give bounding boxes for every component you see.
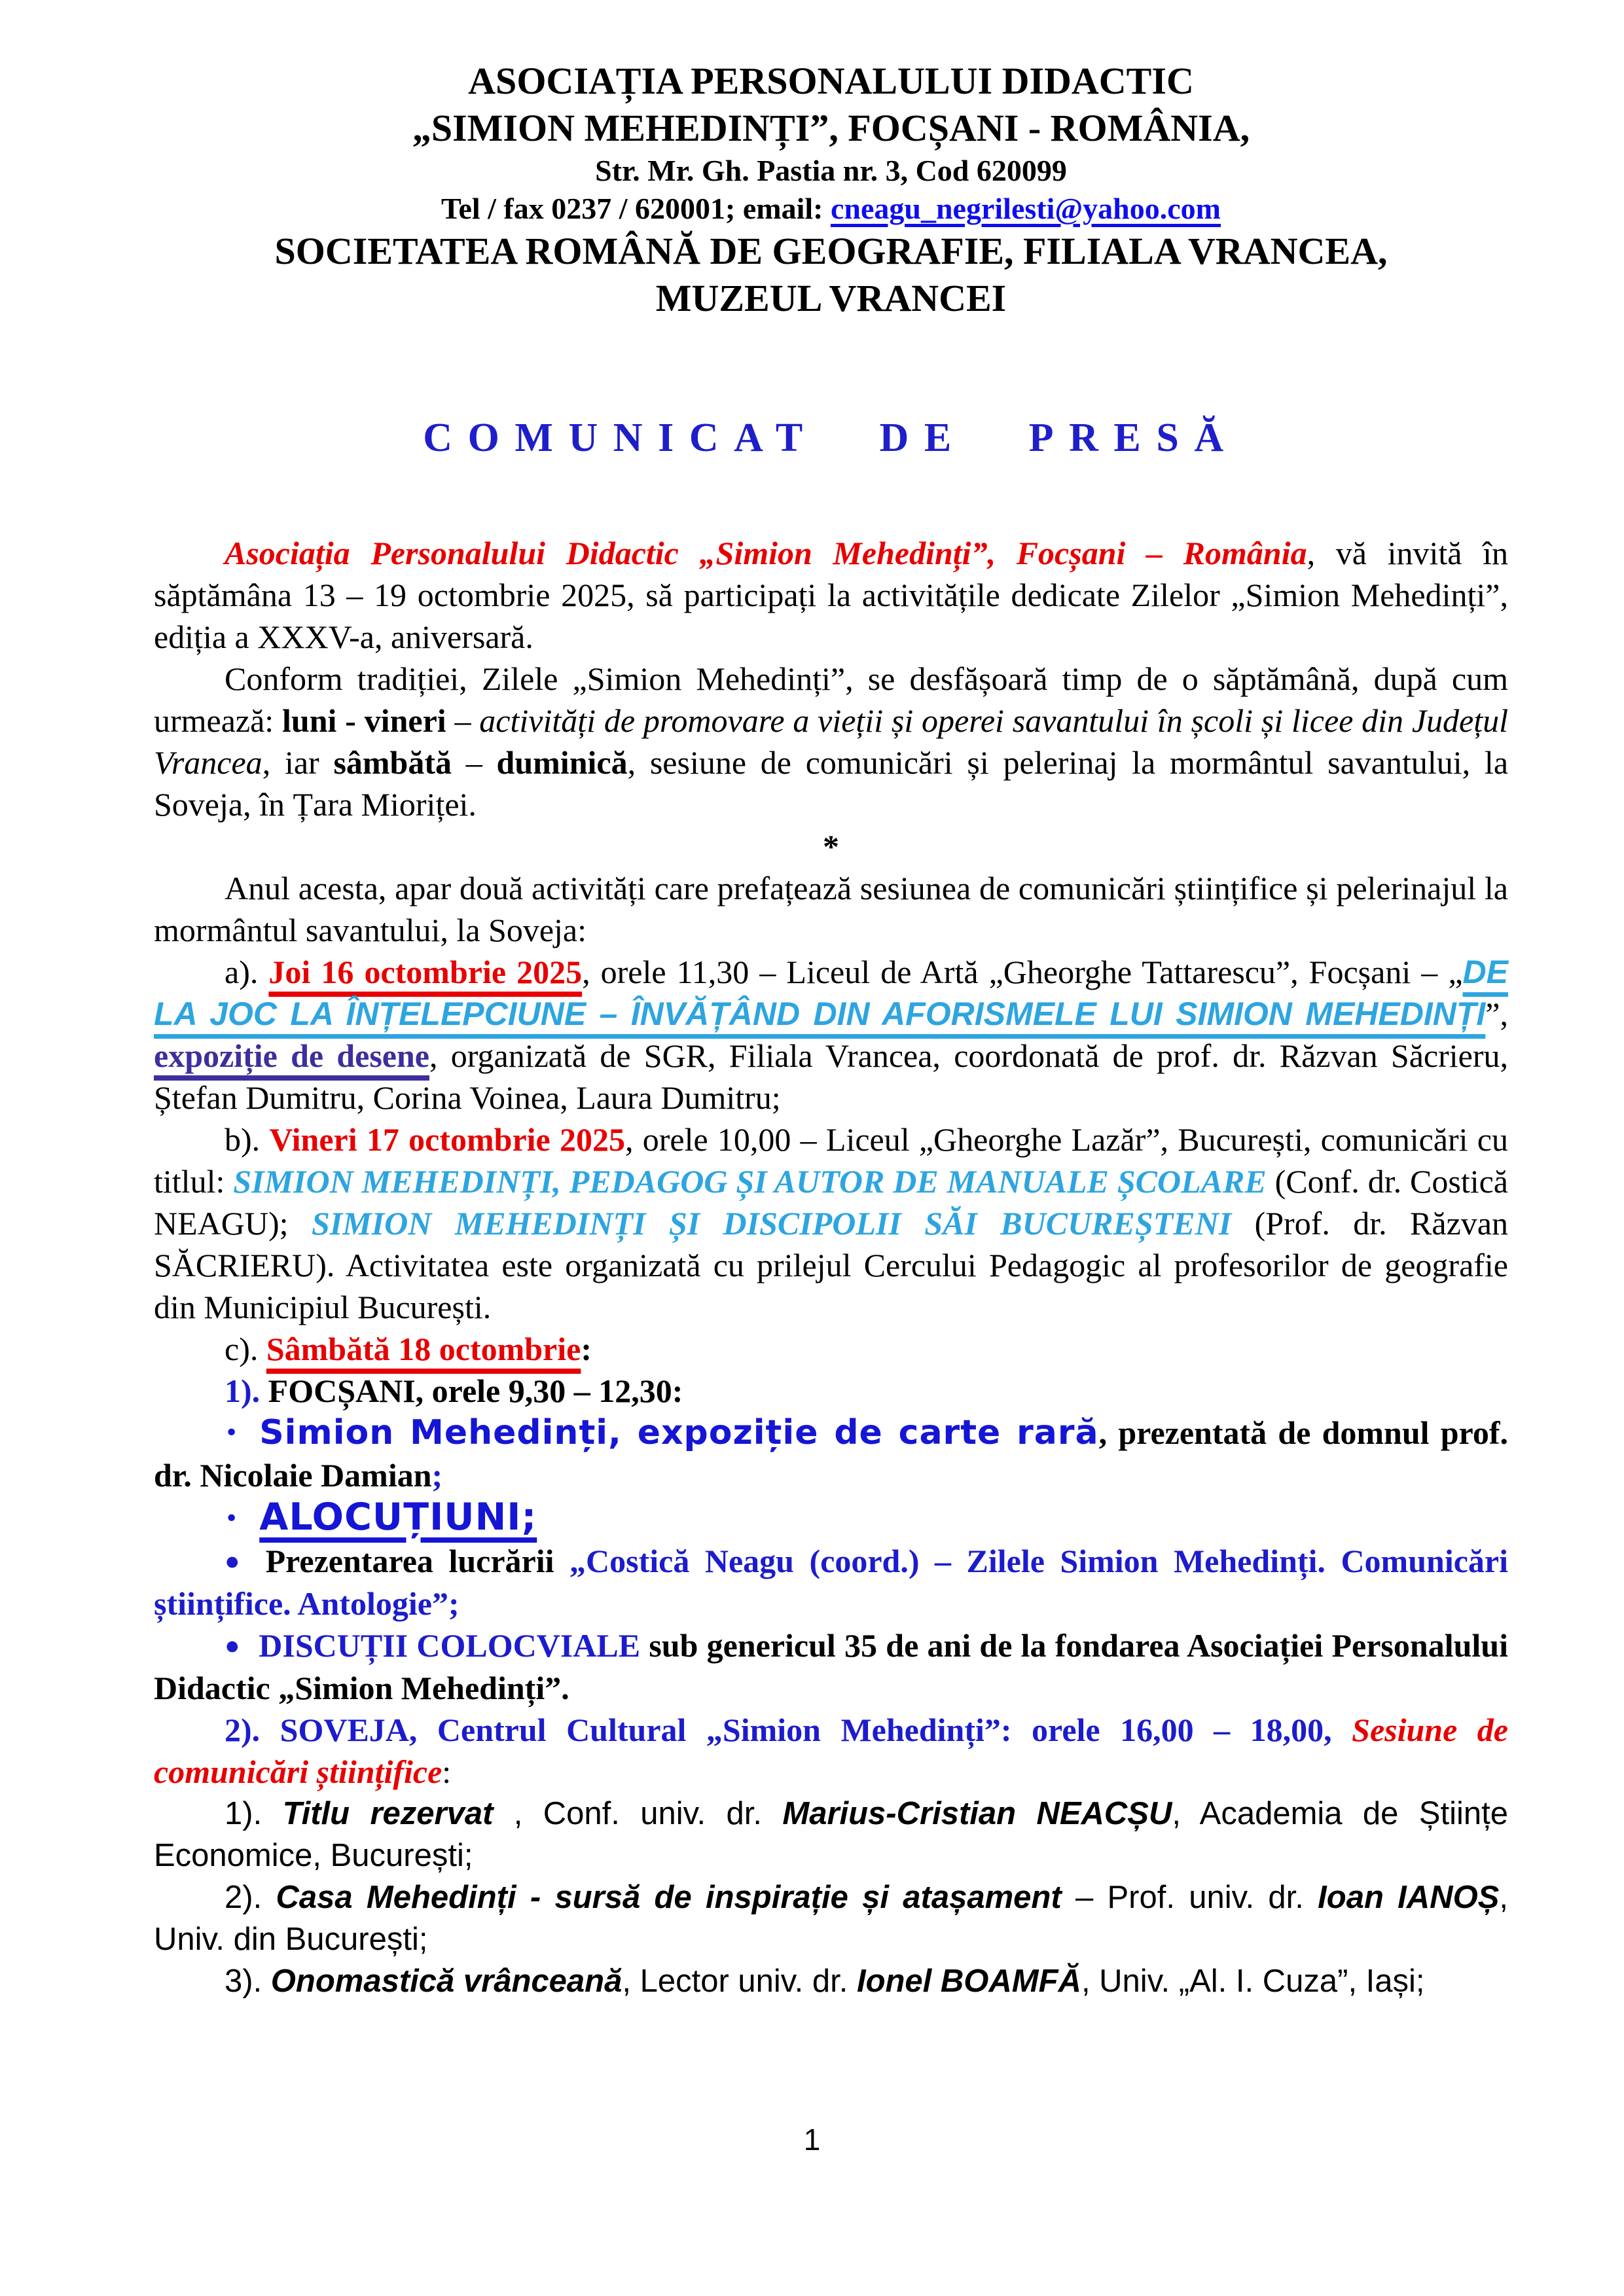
text-run: , Conf. univ. dr. <box>493 1796 783 1831</box>
header-street-address: Str. Mr. Gh. Pastia nr. 3, Cod 620099 <box>595 154 1067 187</box>
text-run: sâmbătă <box>333 744 452 781</box>
text-run: – <box>446 702 480 739</box>
text-run: – Prof. univ. dr. <box>1061 1880 1318 1915</box>
text-run: Ioan IANOȘ <box>1318 1880 1500 1915</box>
text-run: Casa Mehedinți - sursă de inspirație și atașament <box>276 1880 1062 1915</box>
text-run: Anul acesta, apar două activități care prefațează sesiunea de comunicări științifice și pelerinajul la mormântul savantului, la Soveja: <box>154 870 1508 948</box>
para-item-c <box>154 1328 1508 1370</box>
header-contact-line <box>154 190 1508 228</box>
text-run: Prezentarea lucrării <box>265 1543 570 1579</box>
document-header <box>154 58 1508 322</box>
text-run: 2). <box>225 1880 276 1915</box>
bullet-marker: • <box>225 1420 239 1446</box>
text-run: SIMION MEHEDINȚI, PEDAGOG ȘI AUTOR DE MANUALE ȘCOLARE <box>233 1163 1267 1200</box>
para-bullet-prezentare <box>154 1540 1508 1624</box>
text-run: 1). <box>225 1372 261 1409</box>
document-body <box>154 532 1508 2002</box>
para-soveja <box>154 1709 1508 1793</box>
para-tradition <box>154 658 1508 825</box>
text-run: 1). <box>225 1796 283 1831</box>
text-run: , Univ. „Al. I. Cuza”, Iași; <box>1081 1964 1425 1999</box>
text-run: , prezentată de domnul prof. dr. Nicolaie Damian <box>154 1414 1508 1494</box>
text-run: , sesiune de comunicări și pelerinaj la mormântul savantului, la Soveja, în Țara Mioriței. <box>154 744 1509 823</box>
para-bullet-alocutiuni <box>154 1496 1508 1540</box>
text-run: sub genericul 35 de ani de la fondarea Asociației Personalului Didactic „Simion Mehedinți”. <box>154 1627 1508 1706</box>
text-run: 3). <box>225 1964 271 1999</box>
text-run: Vineri 17 octombrie 2025 <box>269 1121 625 1158</box>
text-run: (Prof. dr. Răzvan SĂCRIERU). Activitatea este organizată cu prilejul Cercului Pedagogic al profesorilor de geografie din Municipiul București. <box>154 1205 1508 1325</box>
text-run: , orele 11,30 – Liceul de Artă „Gheorghe Tattarescu”, Focșani – „ <box>582 954 1463 990</box>
text-run: , vă invită în săptămâna 13 – 19 octombrie 2025, să participați la activitățile dedicate Zilelor „Simion Mehedinți”, ediția a XXXV-a, aniversară. <box>154 535 1509 655</box>
text-run: ”, <box>1485 996 1508 1032</box>
text-run: Asociația Personalului Didactic „Simion Mehedinți”, Focșani – România <box>225 535 1307 571</box>
para-focsani <box>154 1370 1508 1412</box>
text-run: SIMION MEHEDINȚI ȘI DISCIPOLII SĂI BUCUREȘTENI <box>311 1205 1232 1242</box>
text-run: : <box>442 1753 452 1790</box>
header-phone-fax: Tel / fax 0237 / 620001; email: <box>441 192 831 225</box>
text-run: Conform tradiției, Zilele „Simion Mehedinți”, se desfășoară timp de o săptămână, după cum urmează: <box>154 660 1508 739</box>
header-geography-society: SOCIETATEA ROMÂNĂ DE GEOGRAFIE, FILIALA VRANCEA, <box>274 230 1388 272</box>
text-run: Onomastică vrânceană <box>270 1964 623 1999</box>
para-bullet-discutii <box>154 1624 1508 1709</box>
para-bullet-expo <box>154 1412 1508 1496</box>
text-run: , Lector univ. dr. <box>622 1964 857 1999</box>
para-item-b <box>154 1119 1508 1328</box>
text-run: „Costică Neagu (coord.) – Zilele Simion Mehedinți. Comunicări științifice. Antologie”; <box>154 1543 1508 1622</box>
para-session-1 <box>154 1793 1508 1876</box>
bullet-marker: ● <box>225 1547 247 1575</box>
text-run: b). <box>225 1121 270 1158</box>
email-link[interactable]: cneagu_negrilesti@yahoo.com <box>830 192 1221 225</box>
text-run: Sesiune de comunicări științifice <box>154 1712 1508 1790</box>
text-run: ALOCUȚIUNI; <box>259 1496 537 1539</box>
bullet-marker: ● <box>225 1632 241 1660</box>
text-run: , Academia de Științe Economice, București; <box>154 1796 1508 1873</box>
text-run: c). <box>225 1331 266 1367</box>
text-run: ; <box>431 1457 443 1494</box>
header-museum: MUZEUL VRANCEI <box>655 277 1007 319</box>
text-run: 2). SOVEJA, Centrul Cultural „Simion Mehedinți”: orele 16,00 – 18,00, <box>225 1712 1352 1748</box>
bullet-marker: • <box>225 1505 239 1532</box>
text-run: expoziție de desene <box>154 1037 429 1074</box>
text-run: DISCUȚII COLOCVIALE <box>259 1627 641 1664</box>
text-run: – <box>452 744 497 781</box>
text-run: Simion Mehedinți, expoziție de carte rară <box>259 1413 1099 1452</box>
text-run: FOCȘANI, orele 9,30 – 12,30: <box>260 1372 683 1409</box>
text-run: a). <box>225 954 269 990</box>
text-run: luni - vineri <box>282 702 446 739</box>
text-run: , iar <box>262 744 334 781</box>
para-star <box>154 825 1508 867</box>
text-run: Titlu rezervat <box>282 1796 494 1831</box>
para-item-a <box>154 951 1508 1119</box>
text-run: Joi 16 octombrie 2025 <box>268 954 583 990</box>
page-title: COMUNICAT DE PRESĂ <box>423 416 1239 460</box>
para-invitation <box>154 532 1508 658</box>
text-run: duminică <box>496 744 628 781</box>
text-run: , orele 10,00 – Liceul „Gheorghe Lazăr”, București, comunicări cu titlul: <box>154 1121 1508 1200</box>
text-run: , Univ. din București; <box>154 1880 1508 1957</box>
text-run: activități de promovare a vieții și operei savantului în școli și licee din Județul Vrancea <box>154 702 1509 781</box>
text-run: Ionel BOAMFĂ <box>856 1964 1081 1999</box>
para-session-2 <box>154 1876 1508 1960</box>
text-run: Sâmbătă 18 octombrie <box>266 1331 581 1367</box>
text-run: : <box>581 1331 592 1367</box>
para-this-year <box>154 867 1508 951</box>
text-run: DE LA JOC LA ÎNȚELEPCIUNE – ÎNVĂȚÂND DIN AFORISMELE LUI SIMION MEHEDINȚI <box>154 954 1509 1032</box>
para-session-3 <box>154 1960 1508 2002</box>
text-run: * <box>823 828 839 865</box>
header-association-city: „SIMION MEHEDINȚI”, FOCȘANI - ROMÂNIA, <box>412 107 1250 149</box>
text-run: , organizată de SGR, Filiala Vrancea, coordonată de prof. dr. Răzvan Săcrieru, Ștefan Dumitru, Corina Voinea, Laura Dumitru; <box>154 1037 1509 1116</box>
text-run: (Conf. dr. Costică NEAGU); <box>154 1163 1508 1242</box>
text-run: Marius-Cristian NEACȘU <box>782 1796 1172 1831</box>
page-number: 1 <box>803 2123 821 2157</box>
header-association-name: ASOCIAȚIA PERSONALULUI DIDACTIC <box>468 60 1194 102</box>
